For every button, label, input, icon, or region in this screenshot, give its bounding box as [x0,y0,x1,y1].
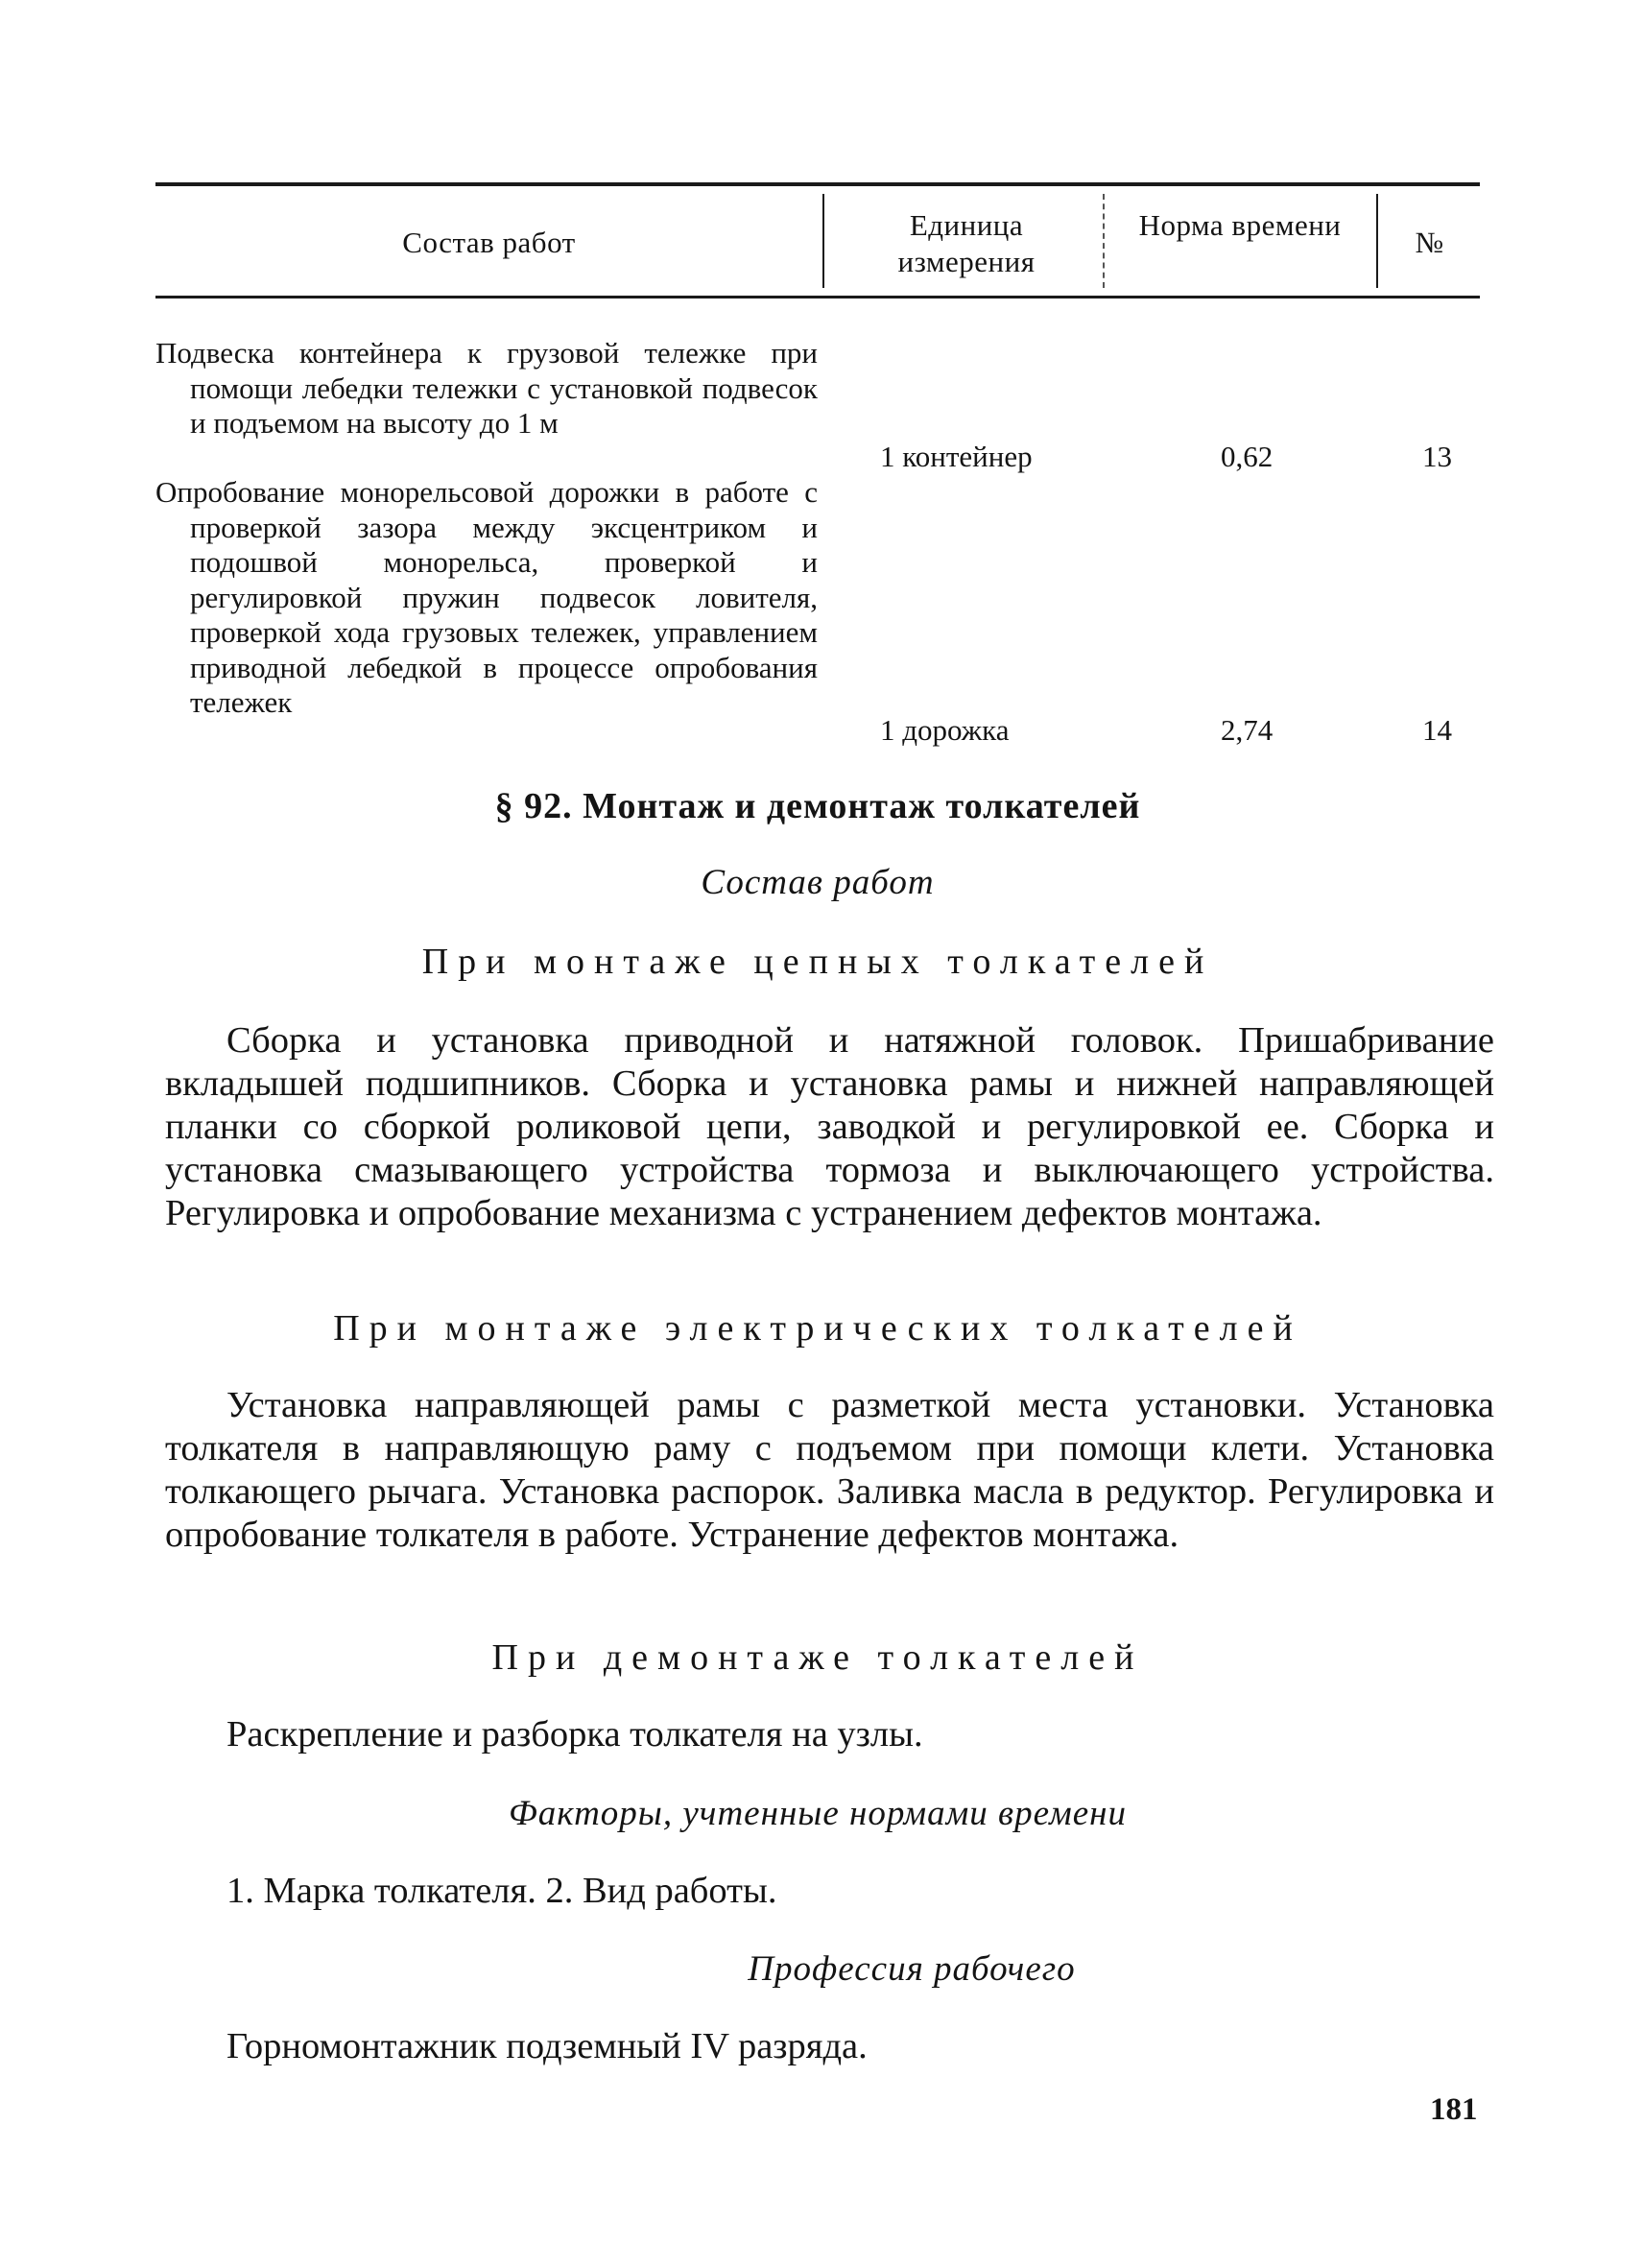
header-number: № [1415,226,1444,259]
header-norm: Норма времени [1138,208,1342,242]
page-number: 181 [1430,2092,1478,2127]
column-divider [822,194,824,288]
electric-text: Установка направляющей рамы с разметкой места установки. Установка толкателя в направляющую раму с подъемом при помощи клети. Установка толкающего рычага. Установка распорок. Заливка масла в редуктор. Регулировка и опробование толкателя в работе. Устранение дефектов монтажа. [165,1385,1494,1555]
section-title: § 92. Монтаж и демонтаж толкателей [494,786,1141,826]
row-description: Подвеска контейнера к грузовой тележке при помощи лебедки тележки с установкой подвесок и подъемом на высоту до 1 м [155,336,818,440]
column-divider [1103,194,1105,288]
dismantle-heading: При демонтаже толкателей [491,1637,1144,1678]
row-norm: 2,74 [1221,713,1274,747]
row-unit: 1 контейнер [880,440,1033,473]
table-header-rule [155,296,1480,298]
table-top-rule [155,182,1480,186]
header-unit: Единица измерения [897,208,1036,278]
row-description: Опробование монорельсовой дорожки в работе с проверкой зазора между эксцентриком и подошвой монорельса, проверкой и регулировкой пружин подвесок ловителя, проверкой хода грузовых тележек, управлением приводной лебедкой в процессе опробования тележек [155,475,818,719]
chain-heading: При монтаже цепных толкателей [421,942,1214,982]
factors-heading: Факторы, учтенные нормами времени [509,1794,1127,1833]
profession-text: Горномонтажник подземный IV разряда. [226,2026,868,2066]
chain-text: Сборка и установка приводной и натяжной головок. Пришабривание вкладышей подшипников. Сборка и установка рамы и нижней направляющей планки со сборкой роликовой цепи, заводкой и регулировкой ее. Сборка и установка смазывающего устройства тормоза и выключающего устройства. Регулировка и опробование механизма с устранением дефектов монтажа. [165,1020,1494,1233]
electric-heading: При монтаже электрических толкателей [333,1308,1302,1349]
row-norm: 0,62 [1221,440,1274,473]
row-number: 14 [1422,713,1452,747]
dismantle-text: Раскрепление и разборка толкателя на узлы. [226,1714,923,1755]
row-unit: 1 дорожка [880,713,1010,747]
table-row [155,475,818,721]
column-divider [1376,194,1378,288]
table-row [155,336,818,442]
header-work: Состав работ [402,226,576,259]
row-number: 13 [1422,440,1452,473]
profession-heading: Профессия рабочего [748,1949,1076,1989]
factors-text: 1. Марка толкателя. 2. Вид работы. [226,1871,777,1911]
composition-heading: Состав работ [701,863,935,902]
